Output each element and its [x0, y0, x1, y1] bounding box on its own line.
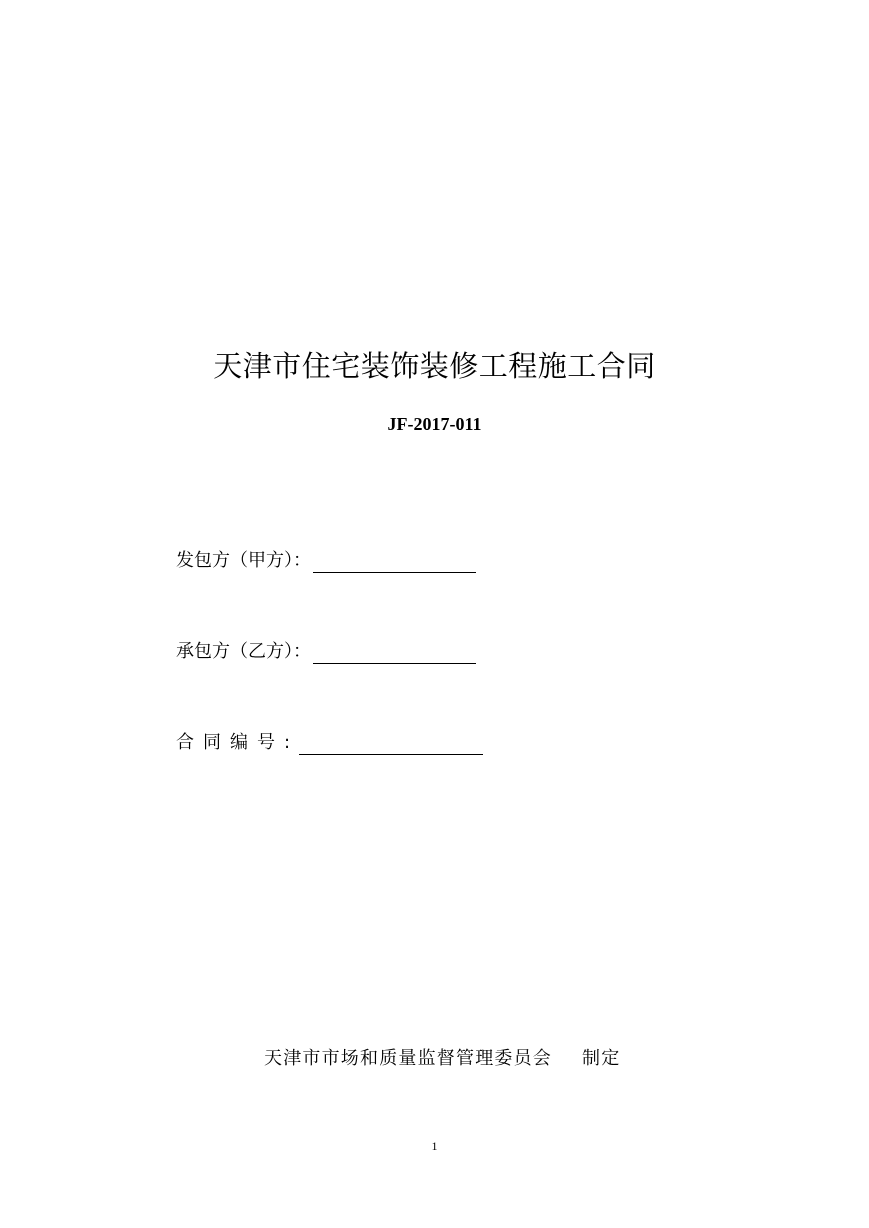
contract-number-blank-line[interactable]	[299, 734, 483, 755]
party-a-blank-line[interactable]	[313, 552, 476, 573]
party-a-field	[176, 549, 476, 573]
contract-number-label: 合同编号:	[176, 732, 300, 753]
party-a-label: 发包方（甲方）：	[176, 550, 311, 571]
issuer-name: 天津市市场和质量监督管理委员会	[264, 1048, 552, 1069]
contract-number-field	[176, 731, 483, 755]
party-b-field	[176, 640, 476, 664]
document-title: 天津市住宅装饰装修工程施工合同	[213, 349, 656, 383]
page-number: 1	[431, 1139, 438, 1153]
party-b-blank-line[interactable]	[313, 643, 476, 664]
document-code: JF-2017-011	[387, 414, 482, 434]
issuer-suffix: 制定	[582, 1048, 621, 1069]
issuer-line	[264, 1047, 620, 1071]
party-b-label: 承包方（乙方）：	[176, 641, 311, 662]
